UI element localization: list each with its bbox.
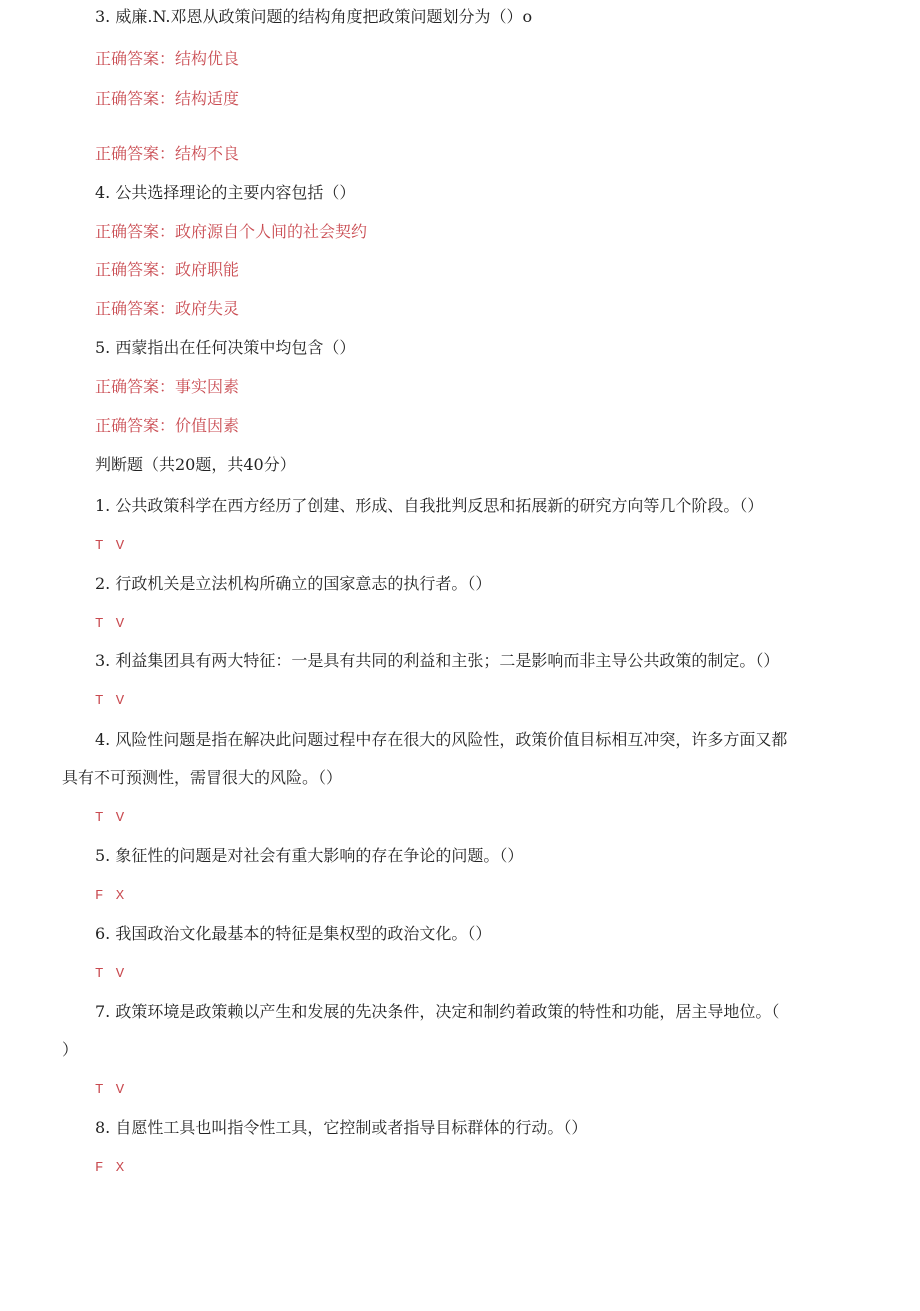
answer-3-2: 正确答案：结构适度 bbox=[95, 89, 240, 108]
judgment-section-header: 判断题（共20题，共40分） bbox=[95, 455, 296, 474]
question-5: 5. 西蒙指出在任何决策中均包含（） bbox=[95, 338, 356, 357]
judgment-question-4: 4. 风险性问题是指在解决此问题过程中存在很大的风险性，政策价值目标相互冲突，许多方面又都 bbox=[95, 730, 788, 749]
answer-4-2: 正确答案：政府职能 bbox=[95, 260, 240, 279]
judgment-question-7-cont: ） bbox=[62, 1040, 79, 1059]
judgment-question-7: 7. 政策环境是政策赖以产生和发展的先决条件，决定和制约着政策的特性和功能，居主导地位。（ bbox=[95, 1002, 780, 1021]
answer-4-1: 正确答案：政府源自个人间的社会契约 bbox=[95, 222, 368, 241]
question-3: 3. 威廉.N.邓恩从政策问题的结构角度把政策问题划分为（）o bbox=[95, 7, 533, 26]
answer-3-3: 正确答案：结构不良 bbox=[95, 144, 240, 163]
judgment-question-4-cont: 具有不可预测性，需冒很大的风险。（） bbox=[62, 768, 343, 787]
judgment-answer-8: F X bbox=[95, 1160, 127, 1176]
judgment-question-1: 1. 公共政策科学在西方经历了创建、形成、自我批判反思和拓展新的研究方向等几个阶段。（） bbox=[95, 496, 764, 515]
answer-3-1: 正确答案：结构优良 bbox=[95, 49, 240, 68]
answer-5-1: 正确答案：事实因素 bbox=[95, 377, 240, 396]
question-4: 4. 公共选择理论的主要内容包括（） bbox=[95, 183, 356, 202]
judgment-question-6: 6. 我国政治文化最基本的特征是集权型的政治文化。（） bbox=[95, 924, 492, 943]
answer-5-2: 正确答案：价值因素 bbox=[95, 416, 240, 435]
judgment-question-5: 5. 象征性的问题是对社会有重大影响的存在争论的问题。（） bbox=[95, 846, 524, 865]
judgment-answer-6: T V bbox=[95, 966, 127, 982]
answer-4-3: 正确答案：政府失灵 bbox=[95, 299, 240, 318]
judgment-answer-5: F X bbox=[95, 888, 127, 904]
judgment-question-8: 8. 自愿性工具也叫指令性工具，它控制或者指导目标群体的行动。（） bbox=[95, 1118, 588, 1137]
judgment-answer-2: T V bbox=[95, 616, 127, 632]
judgment-answer-1: T V bbox=[95, 538, 127, 554]
judgment-answer-3: T V bbox=[95, 693, 127, 709]
judgment-answer-4: T V bbox=[95, 810, 127, 826]
judgment-answer-7: T V bbox=[95, 1082, 127, 1098]
judgment-question-2: 2. 行政机关是立法机构所确立的国家意志的执行者。（） bbox=[95, 574, 492, 593]
judgment-question-3: 3. 利益集团具有两大特征：一是具有共同的利益和主张；二是影响而非主导公共政策的制定。（） bbox=[95, 651, 780, 670]
